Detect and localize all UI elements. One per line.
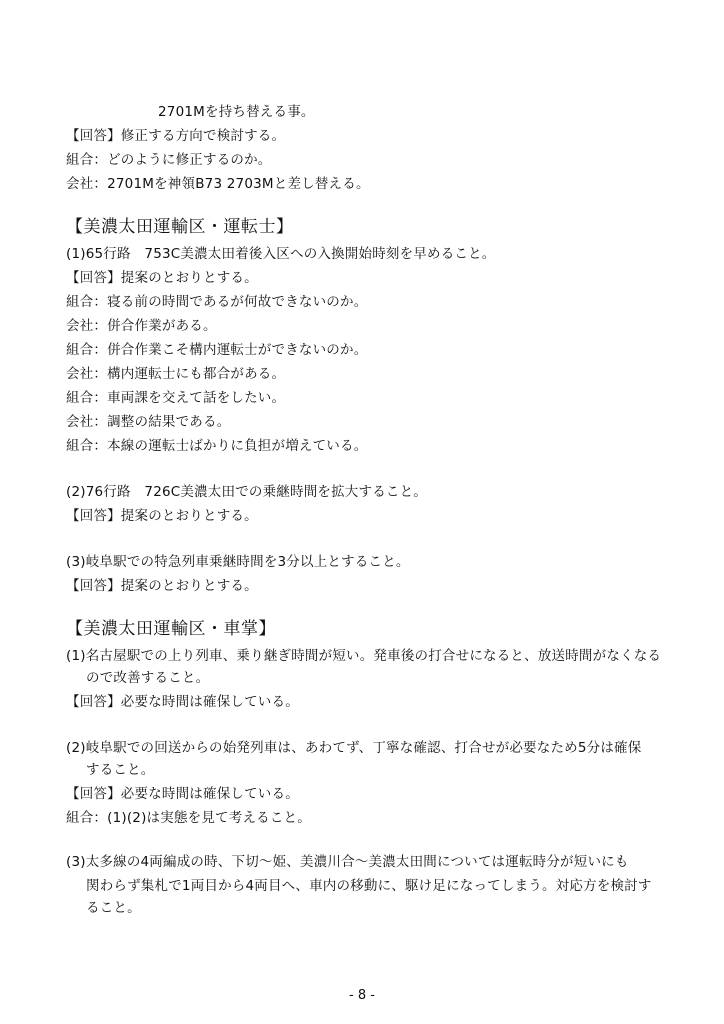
text-line: 【回答】修正する方向で検討する。 (66, 128, 286, 144)
section-heading: 【美濃太田運輸区・運転士】 (66, 217, 294, 237)
text-line: 【回答】必要な時間は確保している。 (66, 786, 299, 802)
text-line: 【回答】提案のとおりとする。 (66, 508, 258, 524)
text-line: 会社：併合作業がある。 (66, 318, 217, 334)
text-line: (1)名古屋駅での上り列車、乗り継ぎ時間が短い。発車後の打合せになると、放送時間がなくなる (66, 648, 662, 664)
text-line: 組合：どのように修正するのか。 (66, 152, 272, 168)
text-line: 組合：併合作業こそ構内運転士ができないのか。 (66, 342, 368, 358)
text-line: 組合：寝る前の時間であるが何故できないのか。 (66, 294, 368, 310)
text-line: 組合：(1)(2)は実態を見て考えること。 (66, 810, 311, 826)
text-line: 会社：構内運転士にも都合がある。 (66, 366, 286, 382)
text-line: 組合：車両課を交えて話をしたい。 (66, 390, 286, 406)
text-line: 2701Mを持ち替える事。 (158, 104, 315, 120)
text-line: (3)太多線の4両編成の時、下切～姫、美濃川合～美濃太田間については運転時分が短いにも (66, 854, 629, 870)
section-heading: 【美濃太田運輸区・車掌】 (66, 619, 276, 639)
page-number: - 8 - (349, 988, 375, 1003)
text-line: (3)岐阜駅での特急列車乗継時間を3分以上とすること。 (66, 554, 410, 570)
text-line: (2)岐阜駅での回送からの始発列車は、あわてず、丁寧な確認、打合せが必要なため5分は確保 (66, 740, 642, 756)
text-line: (1)65行路 753C美濃太田着後入区への入換開始時刻を早めること。 (66, 246, 496, 262)
text-line: ること。 (86, 900, 141, 916)
text-line: 【回答】提案のとおりとする。 (66, 578, 258, 594)
text-line: すること。 (86, 762, 155, 778)
text-line: 【回答】提案のとおりとする。 (66, 270, 258, 286)
text-line: ので改善すること。 (86, 670, 210, 686)
text-line: (2)76行路 726C美濃太田での乗継時間を拡大すること。 (66, 484, 427, 500)
text-line: 会社：調整の結果である。 (66, 414, 231, 430)
text-line: 会社：2701Mを神領B73 2703Mと差し替える。 (66, 176, 370, 192)
text-line: 組合：本線の運転士ばかりに負担が増えている。 (66, 438, 368, 454)
text-line: 関わらず集札で1両目から4両目へ、車内の移動に、駆け足になってしまう。対応方を検討す (86, 878, 652, 894)
text-line: 【回答】必要な時間は確保している。 (66, 694, 299, 710)
